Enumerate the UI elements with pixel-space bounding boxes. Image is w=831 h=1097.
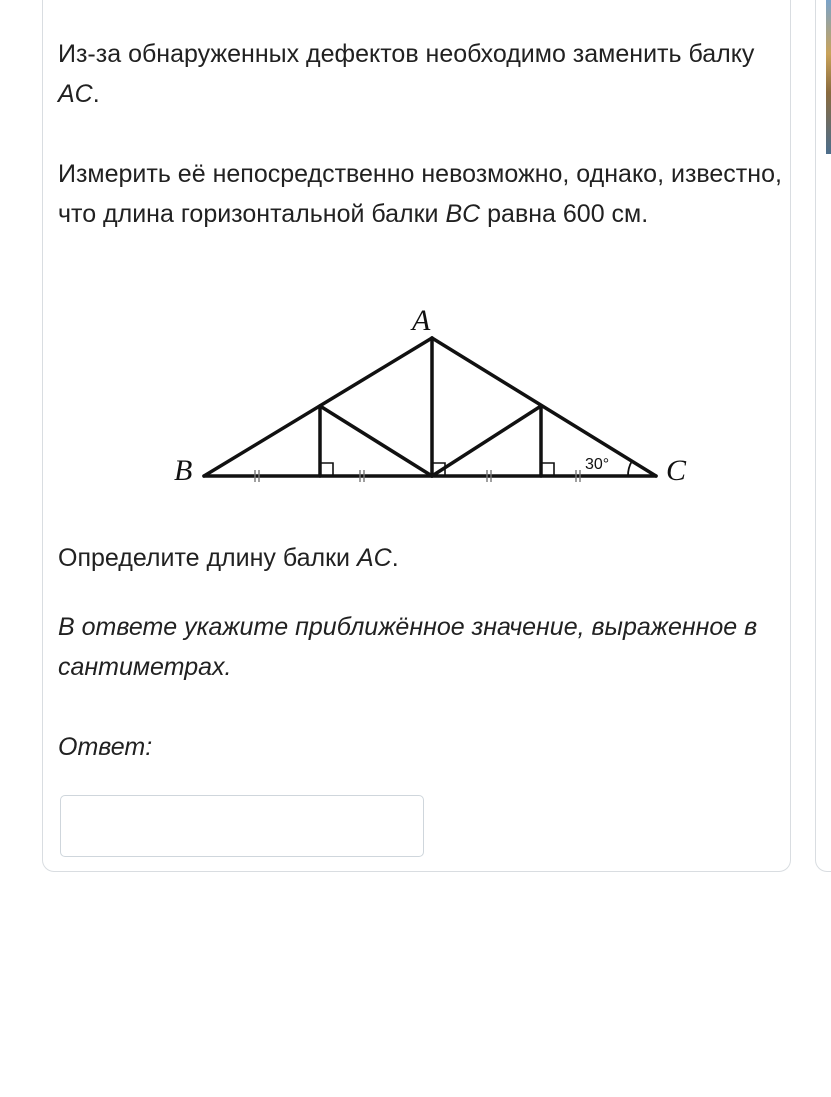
angle-label-30: 30° — [585, 456, 610, 473]
angle-arc-c — [628, 461, 632, 476]
task-paragraph-question — [58, 538, 788, 578]
task-paragraph-defects-text: Из-за обнаруженных дефектов необходимо заменить балку — [58, 40, 755, 68]
task-paragraph-measure-text: Измерить её непосредственно невозможно, однако, известно, что длина горизонтальной балки — [58, 160, 782, 228]
task-paragraph-question-text: Определите длину балки — [58, 544, 357, 572]
task-paragraph-question-end: . — [391, 544, 399, 572]
task-paragraph-defects — [58, 34, 788, 114]
side-image-strip — [826, 0, 831, 154]
vertex-label-b: B — [174, 454, 193, 487]
beam-ac-label: AC — [58, 80, 93, 108]
beam-bc-label: BC — [445, 200, 481, 228]
task-paragraph-defects-end: . — [92, 80, 100, 108]
vertex-label-c: C — [666, 454, 687, 487]
diagonal-right — [432, 406, 541, 476]
beam-ac-label-question: AC — [356, 544, 392, 572]
diagonal-left — [320, 406, 432, 476]
answer-input[interactable] — [60, 795, 424, 857]
vertex-label-a: A — [412, 304, 431, 337]
task-paragraph-measure-end: равна 600 см. — [480, 200, 649, 228]
answer-hint: В ответе укажите приближённое значение, выраженное в сантиметрах. — [58, 613, 758, 681]
answer-label: Ответ: — [58, 733, 153, 761]
task-paragraph-measure — [58, 154, 788, 234]
truss-diagram — [160, 300, 700, 500]
